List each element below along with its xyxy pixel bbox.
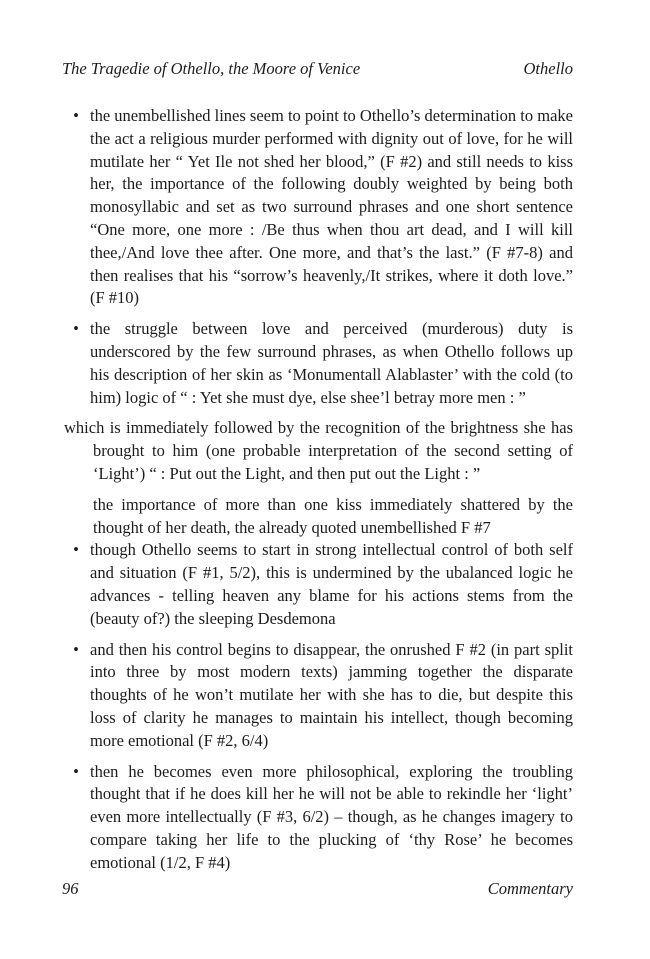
paragraph-text: the struggle between love and perceived (murderous) duty is underscored by the few surround phrases, as when Othello follows up his description of her skin as ‘Monumentall Alablaster’ with the cold (to him) logic of “ : Yet she must dye, else shee’l betray more men : ” [90, 319, 573, 407]
paragraph-text: the importance of more than one kiss immediately shattered by the thought of her death, the already quoted unembellished F #7 [93, 494, 573, 537]
continuation-paragraph [62, 494, 573, 540]
paragraph-text: and then his control begins to disappear, the onrushed F #2 (in part split into three by most modern texts) jamming together the disparate thoughts of he won’t mutilate her with she has to die, but despite this loss of clarity he manages to maintain his intellect, though becoming more emotional (F #2, 6/4) [90, 639, 573, 750]
list-item [62, 761, 573, 875]
play-title: Othello [523, 59, 573, 78]
page-number: 96 [62, 879, 79, 898]
continuation-paragraph [62, 417, 573, 485]
list-item [62, 639, 573, 753]
paragraph-text: then he becomes even more philosophical, exploring the troubling thought that if he does kill her he will not be able to rekindle her ‘light’ even more intellectually (F #3, 6/2) – though, as he changes imagery to compare taking her life to the plucking of ‘thy Rose’ he becomes emotional (1/2, F #4) [90, 761, 573, 872]
commentary-body [62, 105, 573, 883]
book-title: The Tragedie of Othello, the Moore of Venice [62, 59, 361, 78]
paragraph-text: which is immediately followed by the recognition of the brightness she has brought to him (one probable interpretation of the second setting of ‘Light’) “ : Put out the Light, and then put out the Light : ” [64, 418, 573, 483]
bullet-icon: • [73, 639, 79, 659]
bullet-icon: • [73, 761, 79, 781]
bullet-icon: • [73, 540, 79, 560]
list-item [62, 318, 573, 409]
list-item [62, 105, 573, 310]
bullet-icon: • [73, 106, 79, 125]
paragraph-text: the unembellished lines seem to point to Othello’s determination to make the act a religious murder performed with dignity out of love, for he will mutilate her “ Yet Ile not shed her blood,” (F #2) and still needs to kiss her, the importance of the following doubly weighted by being both monosyllabic and set as two surround phrases and one short sentence “One more, one more : /Be thus when thou art dead, and I will kill thee,/And love thee after. One more, and that’s the last.” (F #7-8) and then realises that his “sorrow’s heavenly,/It strikes, where it doth love.” (F #10) [90, 106, 573, 308]
bullet-icon: • [73, 319, 79, 339]
list-item [62, 539, 573, 630]
running-header [62, 58, 573, 80]
section-title: Commentary [487, 879, 573, 898]
paragraph-text: though Othello seems to start in strong intellectual control of both self and situation (F #1, 5/2), this is undermined by the ubalanced logic he advances - telling heaven any blame for his actions stems from the (beauty of?) the sleeping Desdemona [90, 540, 573, 628]
running-footer [62, 878, 573, 900]
